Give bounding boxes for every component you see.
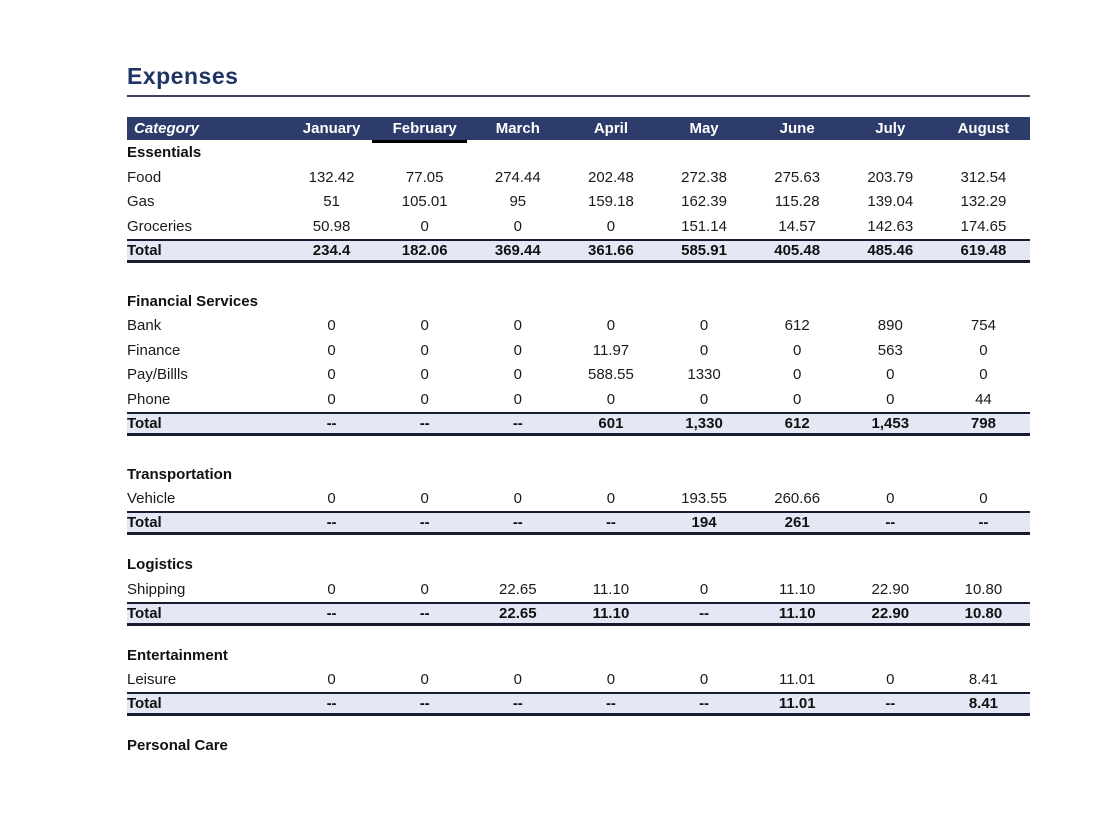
total-value: -- [326, 514, 337, 531]
total-value: 261 [784, 514, 810, 531]
section-entertainment [127, 643, 1030, 717]
cell-value: 0 [886, 390, 895, 408]
cell-value: 0 [979, 490, 988, 508]
total-value: -- [419, 695, 430, 712]
total-value: 1,453 [871, 414, 910, 432]
cell-value: 159.18 [587, 193, 634, 211]
cell-value: 0 [699, 341, 709, 359]
row-label: Vehicle [127, 490, 176, 508]
expenses-table [127, 117, 1030, 758]
cell-value: 0 [606, 317, 616, 335]
cell-value: 202.48 [587, 168, 634, 186]
cell-value: 0 [513, 490, 522, 508]
cell-value: 588.55 [587, 366, 634, 384]
cell-value: 0 [420, 366, 429, 384]
total-value: -- [699, 604, 710, 622]
cell-value: 115.28 [774, 193, 820, 211]
cell-value: 10.80 [964, 580, 1003, 598]
cell-value: 0 [886, 671, 895, 689]
cell-value: 14.57 [778, 217, 816, 235]
row-label: Bank [127, 317, 162, 335]
cell-value: 0 [513, 390, 522, 408]
section-heading-row [127, 462, 1030, 487]
cell-value: 0 [979, 341, 988, 359]
cell-value: 0 [327, 390, 336, 408]
cell-value: 22.65 [499, 580, 537, 598]
row-label: Finance [127, 341, 181, 359]
cell-value: 274.44 [494, 168, 541, 186]
cell-value: 203.79 [867, 168, 914, 186]
cell-value: 11.01 [778, 671, 816, 689]
table-row-vehicle [127, 487, 1030, 512]
cell-value: 0 [513, 317, 522, 335]
cell-value: 0 [420, 317, 429, 335]
cell-value: 260.66 [774, 490, 821, 508]
total-label: Total [127, 514, 162, 531]
cell-value: 275.63 [774, 168, 821, 186]
cell-value: 0 [513, 366, 522, 384]
total-value: 11.10 [778, 604, 816, 622]
section-transportation [127, 462, 1030, 536]
cell-value: 1330 [687, 366, 721, 384]
cell-value: 139.04 [867, 193, 914, 211]
section-heading-row [127, 140, 1030, 165]
total-value: -- [605, 695, 616, 712]
total-label: Total [127, 414, 162, 432]
total-value: -- [326, 695, 337, 712]
cell-value: 0 [420, 341, 429, 359]
total-value: 361.66 [587, 241, 634, 259]
column-header-february: February [378, 117, 471, 140]
table-row-food [127, 165, 1030, 190]
section-heading-row [127, 289, 1030, 314]
cell-value: 51 [323, 193, 340, 211]
cell-value: 0 [513, 341, 522, 359]
table-row-groceries [127, 214, 1030, 239]
cell-value: 193.55 [681, 490, 727, 508]
table-row-pay-billls [127, 363, 1030, 388]
total-value: 601 [598, 414, 624, 432]
cell-value: 312.54 [960, 168, 1007, 186]
total-value: -- [419, 514, 430, 531]
row-label: Leisure [127, 671, 177, 689]
cell-value: 0 [699, 580, 709, 598]
section-heading-row [127, 733, 1030, 758]
cell-value: 11.97 [592, 341, 630, 359]
total-value: -- [419, 604, 430, 622]
cell-value: 132.29 [960, 193, 1007, 211]
cell-value: 44 [975, 390, 992, 408]
table-row-bank [127, 314, 1030, 339]
column-header-march: March [495, 120, 540, 137]
section-total-row [127, 511, 1030, 535]
total-value: 485.46 [867, 241, 914, 259]
column-header-january: January [302, 120, 361, 137]
cell-value: 50.98 [312, 217, 351, 235]
cell-value: 754 [970, 317, 996, 335]
row-label: Food [127, 168, 162, 186]
section-financial-services [127, 289, 1030, 436]
cell-value: 0 [699, 671, 709, 689]
column-header-april: April [593, 120, 629, 137]
total-label: Total [127, 604, 162, 622]
cell-value: 11.10 [592, 580, 630, 598]
total-value: -- [512, 414, 523, 432]
cell-value: 563 [877, 341, 903, 359]
table-row-finance [127, 338, 1030, 363]
cell-value: 0 [420, 490, 429, 508]
total-value: 182.06 [401, 241, 448, 259]
section-title-financial-services: Financial Services [127, 292, 258, 310]
total-value: -- [605, 514, 616, 531]
total-value: 612 [784, 414, 810, 432]
total-value: -- [885, 514, 896, 531]
cell-value: 11.10 [778, 580, 816, 598]
section-total-row [127, 239, 1030, 263]
cell-value: 0 [793, 366, 802, 384]
section-personal-care [127, 733, 1030, 758]
cell-value: 0 [327, 341, 336, 359]
title-divider [127, 95, 1030, 97]
cell-value: 0 [327, 580, 336, 598]
report-page [127, 0, 1030, 758]
total-value: 798 [970, 414, 996, 432]
cell-value: 162.39 [681, 193, 727, 211]
cell-value: 0 [699, 317, 709, 335]
section-total-row [127, 692, 1030, 716]
total-value: -- [978, 514, 989, 531]
section-logistics [127, 552, 1030, 626]
row-label: Groceries [127, 217, 193, 235]
cell-value: 0 [420, 580, 429, 598]
cell-value: 890 [877, 317, 903, 335]
total-label: Total [127, 695, 162, 712]
row-label: Gas [127, 193, 155, 211]
total-value: -- [512, 695, 523, 712]
section-title-logistics: Logistics [127, 556, 193, 573]
table-row-shipping [127, 577, 1030, 602]
row-label: Phone [127, 390, 171, 408]
total-value: 1,330 [685, 414, 723, 432]
cell-value: 0 [327, 366, 336, 384]
total-value: 11.10 [592, 604, 630, 622]
total-value: 10.80 [964, 604, 1003, 622]
column-header-july: July [875, 120, 906, 137]
total-value: -- [326, 414, 337, 432]
cell-value: 0 [420, 217, 429, 235]
table-row-leisure [127, 668, 1030, 693]
total-value: 234.4 [312, 241, 351, 259]
total-value: 369.44 [494, 241, 541, 259]
total-value: 22.65 [499, 604, 537, 622]
cell-value: 0 [793, 390, 802, 408]
total-value: -- [419, 414, 430, 432]
section-heading-row [127, 643, 1030, 668]
total-value: -- [699, 695, 710, 712]
total-value: 22.90 [871, 604, 910, 622]
cell-value: 0 [327, 317, 336, 335]
cell-value: 132.42 [308, 168, 355, 186]
total-value: 585.91 [681, 241, 727, 259]
column-header-june: June [779, 120, 815, 137]
cell-value: 0 [886, 490, 895, 508]
section-heading-row [127, 552, 1030, 577]
section-title-transportation: Transportation [127, 465, 233, 483]
section-title-personal-care: Personal Care [127, 737, 228, 754]
cell-value: 142.63 [867, 217, 914, 235]
section-total-row [127, 412, 1030, 436]
row-label: Pay/Billls [127, 366, 188, 384]
cell-value: 0 [606, 490, 616, 508]
cell-value: 0 [327, 490, 336, 508]
column-header-august: August [957, 120, 1010, 137]
section-title-entertainment: Entertainment [127, 646, 228, 664]
column-header-may: May [689, 120, 719, 137]
cell-value: 0 [606, 671, 616, 689]
column-header-category: Category [134, 120, 200, 137]
total-label: Total [127, 241, 162, 259]
cell-value: 0 [606, 217, 616, 235]
total-value: -- [326, 604, 337, 622]
total-value: 405.48 [774, 241, 821, 259]
cell-value: 0 [327, 671, 336, 689]
table-header-row [127, 117, 1030, 140]
total-value: -- [512, 514, 523, 531]
cell-value: 0 [513, 671, 522, 689]
cell-value: 174.65 [960, 217, 1007, 235]
cell-value: 151.14 [681, 217, 727, 235]
total-value: 11.01 [778, 695, 816, 712]
cell-value: 0 [420, 671, 429, 689]
cell-value: 8.41 [968, 671, 999, 689]
cell-value: 0 [513, 217, 522, 235]
cell-value: 105.01 [401, 193, 448, 211]
cell-value: 612 [784, 317, 810, 335]
total-value: -- [885, 695, 896, 712]
cell-value: 0 [420, 390, 429, 408]
cell-value: 0 [979, 366, 988, 384]
table-row-gas [127, 190, 1030, 215]
total-value: 194 [691, 514, 717, 531]
cell-value: 22.90 [871, 580, 910, 598]
cell-value: 95 [509, 193, 527, 211]
section-total-row [127, 602, 1030, 626]
page-title: Expenses [127, 63, 239, 89]
total-value: 619.48 [960, 241, 1007, 259]
cell-value: 0 [793, 341, 802, 359]
row-label: Shipping [127, 580, 186, 598]
cell-value: 0 [606, 390, 616, 408]
table-row-phone [127, 387, 1030, 412]
total-value: 8.41 [968, 695, 999, 712]
section-essentials [127, 140, 1030, 263]
cell-value: 0 [699, 390, 709, 408]
section-title-essentials: Essentials [127, 144, 202, 161]
cell-value: 272.38 [681, 168, 727, 186]
cell-value: 77.05 [405, 168, 444, 186]
cell-value: 0 [886, 366, 895, 384]
